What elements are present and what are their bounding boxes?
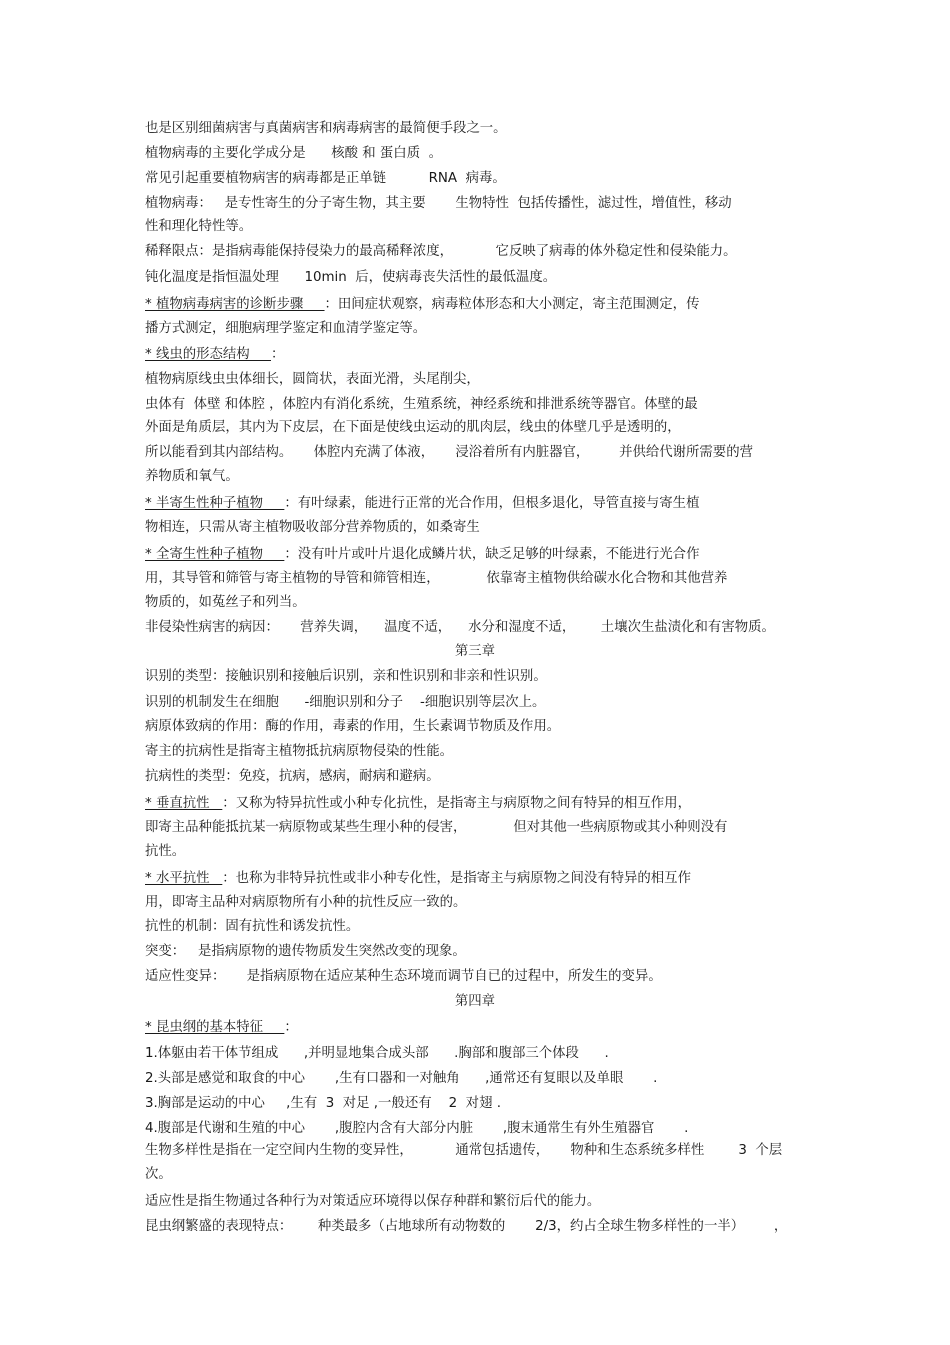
- text-line: 所以能看到其内部结构。 体腔内充满了体液， 浸浴着所有内脏器官， 并供给代谢所需要的营: [145, 445, 753, 460]
- text-line: 识别的类型：接触识别和接触后识别，亲和性识别和非亲和性识别。: [145, 669, 547, 684]
- key-term: * 水平抗性: [145, 871, 223, 886]
- text-line: 非侵染性病害的病因： 营养失调， 温度不适， 水分和湿度不适， 土壤次生盐渍化和有害物质。: [145, 620, 775, 635]
- text-line: 植物病毒的主要化学成分是 核酸 和 蛋白质 。: [145, 146, 442, 161]
- text-line: 适应性是指生物通过各种行为对策适应环境得以保存种群和繁衍后代的能力。: [145, 1194, 601, 1209]
- text-line: 性和理化特性等。: [145, 219, 253, 234]
- chapter-heading: 第四章: [454, 994, 496, 1009]
- text-line: 1.体躯由若干体节组成 ,并明显地集合成头部 .胸部和腹部三个体段 .: [145, 1046, 609, 1061]
- text-line: 植物病原线虫虫体细长，圆筒状，表面光滑，头尾削尖，: [145, 372, 480, 387]
- text-line: 物质的，如菟丝子和列当。: [145, 595, 306, 610]
- text-line: 物相连，只需从寄主植物吸收部分营养物质的，如桑寄生: [145, 520, 480, 535]
- text-line: 虫体有 体壁 和体腔 ，体腔内有消化系统，生殖系统，神经系统和排泄系统等器官。体壁的最: [145, 397, 698, 412]
- text-line: 钝化温度是指恒温处理 10min 后，使病毒丧失活性的最低温度。: [145, 270, 557, 285]
- text-line: 寄主的抗病性是指寄主植物抵抗病原物侵染的性能。: [145, 744, 453, 759]
- key-term: * 全寄生性种子植物: [145, 547, 285, 562]
- key-term: * 线虫的形态结构: [145, 347, 271, 362]
- text-line: 4.腹部是代谢和生殖的中心 ,腹腔内含有大部分内脏 ,腹末通常生有外生殖器官 .: [145, 1121, 689, 1136]
- text-line: 2.头部是感觉和取食的中心 ,生有口器和一对触角 ,通常还有复眼以及单眼 .: [145, 1071, 658, 1086]
- text-line: 生物多样性是指在一定空间内生物的变异性， 通常包括遗传， 物种和生态系统多样性 3 个层: [145, 1143, 783, 1158]
- text-line: 植物病毒： 是专性寄生的分子寄生物，其主要 生物特性 包括传播性，滤过性，增值性，移动: [145, 196, 732, 211]
- text-line: 3.胸部是运动的中心 ,生有 3 对足 ,一般还有 2 对翅 .: [145, 1096, 501, 1111]
- key-term: * 植物病毒病害的诊断步骤: [145, 297, 325, 312]
- text-line: 次。: [145, 1167, 172, 1182]
- text-line: * 昆虫纲的基本特征 ：: [145, 1020, 298, 1035]
- text-line: 昆虫纲繁盛的表现特点： 种类最多（占地球所有动物数的 2/3，约占全球生物多样性的一半） ，: [145, 1219, 788, 1234]
- text-line: 外面是角质层，其内为下皮层，在下面是使线虫运动的肌肉层，线虫的体壁几乎是透明的，: [145, 420, 681, 435]
- text-line: * 全寄生性种子植物 ：没有叶片或叶片退化成鳞片状，缺乏足够的叶绿素，不能进行光合作: [145, 547, 700, 562]
- text-line: * 水平抗性 ：也称为非特异抗性或非小种专化性，是指寄主与病原物之间没有特异的相互作: [145, 871, 691, 886]
- text-line: 适应性变异： 是指病原物在适应某种生态环境而调节自已的过程中，所发生的变异。: [145, 969, 662, 984]
- text-line: 病原体致病的作用：酶的作用，毒素的作用，生长素调节物质及作用。: [145, 719, 561, 734]
- text-line: * 垂直抗性 ：又称为特异抗性或小种专化抗性，是指寄主与病原物之间有特异的相互作用，: [145, 796, 691, 811]
- text-line: 用，即寄主品种对病原物所有小种的抗性反应一致的。: [145, 895, 467, 910]
- key-term: * 半寄生性种子植物: [145, 496, 285, 511]
- chapter-heading: 第三章: [454, 644, 496, 659]
- text-line: 常见引起重要植物病害的病毒都是正单链 RNA 病毒。: [145, 171, 506, 186]
- text-line: 识别的机制发生在细胞 -细胞识别和分子 -细胞识别等层次上。: [145, 695, 546, 710]
- text-line: 突变： 是指病原物的遗传物质发生突然改变的现象。: [145, 944, 466, 959]
- text-line: * 线虫的形态结构 ：: [145, 347, 285, 362]
- text-line: 也是区别细菌病害与真菌病害和病毒病害的最简便手段之一。: [145, 121, 507, 136]
- key-term: * 昆虫纲的基本特征: [145, 1020, 285, 1035]
- text-line: 稀释限点：是指病毒能保持侵染力的最高稀释浓度， 它反映了病毒的体外稳定性和侵染能力。: [145, 244, 737, 259]
- text-line: 养物质和氧气。: [145, 469, 239, 484]
- text-line: 抗性。: [145, 844, 186, 859]
- text-line: 即寄主品种能抵抗某一病原物或某些生理小种的侵害， 但对其他一些病原物或其小种则没有: [145, 820, 728, 835]
- text-line: * 植物病毒病害的诊断步骤 ：田间症状观察，病毒粒体形态和大小测定，寄主范围测定，传: [145, 297, 700, 312]
- key-term: * 垂直抗性: [145, 796, 223, 811]
- text-line: * 半寄生性种子植物 ：有叶绿素，能进行正常的光合作用，但根多退化，导管直接与寄生植: [145, 496, 700, 511]
- text-line: 播方式测定，细胞病理学鉴定和血清学鉴定等。: [145, 321, 427, 336]
- text-line: 抗病性的类型：免疫，抗病，感病，耐病和避病。: [145, 769, 440, 784]
- text-line: 用，其导管和筛管与寄主植物的导管和筛管相连， 依靠寄主植物供给碳水化合物和其他营养: [145, 571, 728, 586]
- text-line: 抗性的机制：固有抗性和诱发抗性。: [145, 919, 360, 934]
